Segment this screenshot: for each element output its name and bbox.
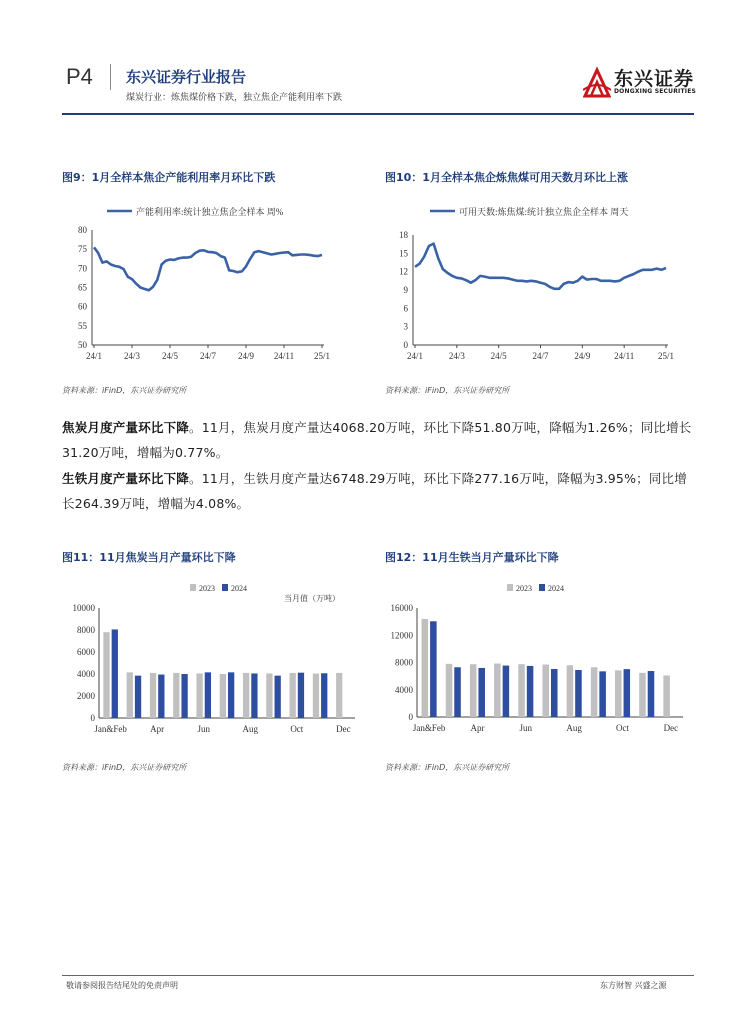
y-tick-label: 12 xyxy=(399,266,408,277)
bar-2023 xyxy=(470,664,477,717)
bar-2024 xyxy=(503,666,510,717)
footer-disclaimer[interactable]: 敬请参阅报告结尾处的免责声明 xyxy=(66,981,178,990)
y-tick-label: 6 xyxy=(403,303,408,314)
bar-2024 xyxy=(251,673,257,718)
bar-2023 xyxy=(266,673,272,718)
y-tick-label: 10000 xyxy=(72,603,95,613)
y-tick-label: 60 xyxy=(78,301,87,312)
footer-slogan: 东方财智 兴盛之源 xyxy=(600,981,667,990)
figure-12-source: 资料来源：iFinD，东兴证券研究所 xyxy=(385,763,510,772)
x-tick-label: 24/9 xyxy=(574,351,591,361)
report-subtitle: 煤炭行业：炼焦煤价格下跌，独立焦企产能利用率下跌 xyxy=(126,93,343,103)
legend-swatch xyxy=(190,584,196,591)
figure-11-title: 图11：11月焦炭当月产量环比下降 xyxy=(62,551,236,564)
x-tick-label: Jun xyxy=(519,723,533,733)
legend-swatch xyxy=(539,584,545,591)
x-tick-label: Oct xyxy=(290,724,304,734)
x-tick-label: 24/7 xyxy=(199,351,217,361)
bar-2024 xyxy=(321,673,327,718)
bar-2023 xyxy=(518,664,525,717)
bar-2023 xyxy=(591,667,598,717)
bar-2023 xyxy=(446,664,453,717)
legend-swatch xyxy=(507,584,513,591)
bar-2024 xyxy=(648,671,655,717)
bar-2024 xyxy=(478,668,485,717)
bar-2024 xyxy=(205,672,211,718)
y-tick-label: 8000 xyxy=(395,657,413,668)
bar-2023 xyxy=(243,673,249,718)
bar-2023 xyxy=(542,665,549,717)
figure-9-title: 图9：1月全样本焦企产能利用率月环比下跌 xyxy=(62,171,276,184)
legend-label: 2024 xyxy=(548,584,564,593)
y-tick-label: 50 xyxy=(78,340,87,350)
y-tick-label: 55 xyxy=(78,320,87,331)
bar-2023 xyxy=(173,673,179,718)
y-tick-label: 0 xyxy=(90,713,95,723)
footer-rule xyxy=(62,975,694,976)
bar-2024 xyxy=(158,675,164,718)
y-tick-label: 15 xyxy=(399,248,408,259)
x-tick-label: 24/7 xyxy=(532,351,549,361)
y-tick-label: 8000 xyxy=(77,625,95,635)
page-number: P4 xyxy=(66,64,93,89)
y-tick-label: 12000 xyxy=(390,630,413,641)
x-tick-label: Aug xyxy=(242,724,259,734)
x-tick-label: 24/5 xyxy=(490,351,507,361)
legend-label: 2023 xyxy=(516,584,532,593)
paragraph-lead: 焦炭月度产量环比下降 xyxy=(62,420,190,435)
bar-2024 xyxy=(181,674,187,718)
bar-2024 xyxy=(228,672,234,718)
header-divider xyxy=(110,64,111,90)
unit-label: 当月值（万吨） xyxy=(284,594,340,603)
figure-10-title: 图10：1月全样本焦企炼焦煤可用天数月环比上涨 xyxy=(385,171,628,184)
y-tick-label: 6000 xyxy=(77,647,95,657)
y-tick-label: 4000 xyxy=(77,669,95,679)
bar-2023 xyxy=(639,673,646,717)
bar-2023 xyxy=(127,672,133,718)
y-tick-label: 70 xyxy=(78,263,87,274)
bar-2023 xyxy=(494,664,501,717)
x-tick-label: 24/3 xyxy=(448,351,465,361)
paragraph-pig-iron-output xyxy=(62,466,694,516)
legend-label: 产能利用率:统计独立焦企全样本 周% xyxy=(136,207,284,217)
series-line xyxy=(415,244,666,289)
x-tick-label: 24/1 xyxy=(406,351,424,361)
y-tick-label: 9 xyxy=(403,285,408,295)
bar-2024 xyxy=(551,669,558,717)
y-tick-label: 65 xyxy=(78,282,87,293)
paragraph-coke-output xyxy=(62,415,694,465)
x-tick-label: 24/1 xyxy=(85,351,103,361)
chart-coke-monthly-output xyxy=(62,575,362,745)
y-tick-label: 0 xyxy=(403,340,408,350)
bar-2024 xyxy=(599,671,606,717)
bar-2024 xyxy=(275,676,281,718)
y-tick-label: 4000 xyxy=(395,684,413,695)
bar-2023 xyxy=(150,673,156,718)
x-tick-label: 24/5 xyxy=(161,351,179,361)
chart-coke-capacity-utilization xyxy=(62,195,362,375)
bar-2023 xyxy=(422,619,429,717)
legend-label: 可用天数:炼焦煤:统计独立焦企全样本 周天 xyxy=(459,207,629,217)
y-tick-label: 80 xyxy=(78,225,87,235)
bar-2024 xyxy=(527,666,534,717)
legend-label: 2023 xyxy=(199,584,215,593)
brand-logo-icon xyxy=(583,66,611,100)
bar-2024 xyxy=(298,673,304,718)
bar-2024 xyxy=(430,621,437,717)
x-tick-label: 24/9 xyxy=(237,351,255,361)
paragraph-lead: 生铁月度产量环比下降 xyxy=(62,471,190,486)
x-tick-label: Dec xyxy=(336,724,351,734)
bar-2023 xyxy=(103,632,109,718)
brand-logo-text: 东兴证券 xyxy=(614,68,695,90)
paragraph-body: 。11月，焦炭月度产量达4068.20万吨，环比下降51.80万吨，降幅为1.26%；同比增长31.20万吨，增幅为0.77%。 xyxy=(62,420,692,460)
bar-2023 xyxy=(567,665,574,717)
y-tick-label: 18 xyxy=(399,230,408,240)
x-tick-label: Jan&Feb xyxy=(94,724,127,734)
x-tick-label: Apr xyxy=(470,723,485,733)
y-tick-label: 2000 xyxy=(77,691,95,701)
bar-2024 xyxy=(112,629,118,718)
x-tick-label: 24/11 xyxy=(273,351,295,361)
x-tick-label: Dec xyxy=(663,723,679,733)
x-tick-label: Jan&Feb xyxy=(412,723,446,733)
figure-11-source: 资料来源：iFinD，东兴证券研究所 xyxy=(62,763,187,772)
bar-2024 xyxy=(575,670,582,717)
bar-2024 xyxy=(454,667,461,717)
legend-swatch xyxy=(222,584,228,591)
bar-2024 xyxy=(624,669,631,717)
x-tick-label: Apr xyxy=(150,724,165,734)
y-tick-label: 16000 xyxy=(390,603,413,613)
x-tick-label: 24/11 xyxy=(614,351,635,361)
legend-label: 2024 xyxy=(231,584,247,593)
figure-12-title: 图12：11月生铁当月产量环比下降 xyxy=(385,551,559,564)
y-tick-label: 75 xyxy=(78,244,87,255)
bar-2024 xyxy=(135,676,141,718)
header-rule xyxy=(62,113,694,115)
bar-2023 xyxy=(196,673,202,718)
chart-coking-coal-days xyxy=(385,195,690,375)
y-tick-label: 0 xyxy=(408,712,413,722)
report-title: 东兴证券行业报告 xyxy=(126,68,247,86)
x-tick-label: 25/1 xyxy=(657,351,675,361)
x-tick-label: Jun xyxy=(197,724,210,734)
x-tick-label: Aug xyxy=(566,723,582,733)
x-tick-label: 24/3 xyxy=(123,351,141,361)
figure-9-source: 资料来源：iFinD，东兴证券研究所 xyxy=(62,386,187,395)
x-tick-label: Oct xyxy=(616,723,630,733)
bar-2023 xyxy=(663,675,670,717)
brand-logo-subtext: DONGXING SECURITIES xyxy=(614,88,697,95)
bar-2023 xyxy=(290,673,296,718)
figure-10-source: 资料来源：iFinD，东兴证券研究所 xyxy=(385,386,510,395)
bar-2023 xyxy=(313,674,319,718)
series-line xyxy=(94,247,322,290)
bar-2023 xyxy=(615,670,622,717)
bar-2023 xyxy=(220,674,226,718)
x-tick-label: 25/1 xyxy=(313,351,331,361)
chart-pig-iron-monthly-output xyxy=(385,575,690,745)
paragraph-body: 。11月，生铁月度产量达6748.29万吨，环比下降277.16万吨，降幅为3.95%；同比增长264.39万吨，增幅为4.08%。 xyxy=(62,471,687,511)
bar-2023 xyxy=(336,673,342,718)
y-tick-label: 3 xyxy=(403,321,408,332)
